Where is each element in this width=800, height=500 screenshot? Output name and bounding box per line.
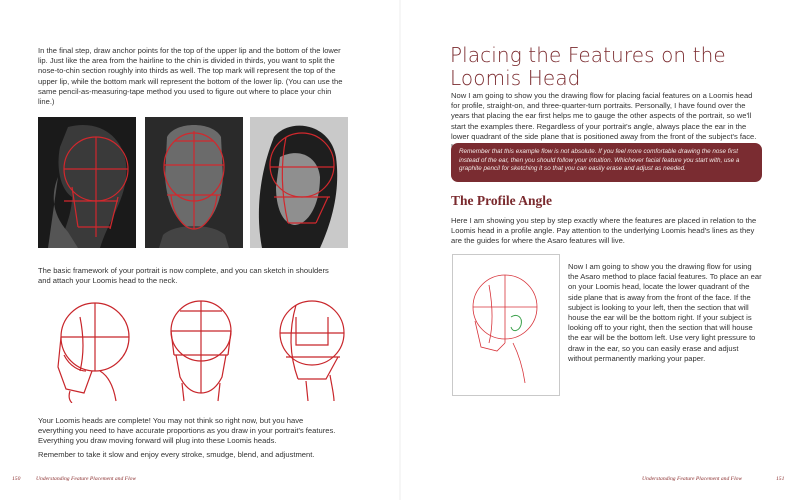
profile-ear-sketch bbox=[452, 254, 560, 396]
framework-paragraph: The basic framework of your portrait is now complete, and you can sketch in shoulders and attach your Loomis head to the neck. bbox=[38, 266, 329, 286]
ear-step-paragraph: Now I am going to show you the drawing flow for using the Asaro method to place facial features. To place an ear on your Loomis head, locate the lower quadrant of the side plane that is away from the front of the face. If the subject is looking to your left, then the section that will house the ear will be the bottom right. If your subject is looking off to your right, then the section that will house the ear will be the bottom left. Use very light pressure to draw in the ear, so you can easily erase and adjust without permanently marking your paper. bbox=[568, 262, 762, 363]
right-footer: Understanding Feature Placement and Flow bbox=[642, 476, 743, 482]
three-quarter-loomis-sketch bbox=[266, 297, 356, 408]
left-footer: Understanding Feature Placement and Flow bbox=[36, 476, 137, 482]
three-quarter-portrait-photo bbox=[250, 117, 348, 248]
complete-paragraph: Your Loomis heads are complete! You may not think so right now, but you have everything you need to have accurate proportions as you draw in your portrait's features. Everything you draw moving forward will plug into these Loomis heads. bbox=[38, 416, 336, 446]
chapter-title: Placing the Features on the Loomis Head bbox=[450, 43, 726, 90]
intro-paragraph: In the final step, draw anchor points for the top of the upper lip and the bottom of the lower lip. Just like the area from the hairline to the chin is divided in thirds, you want to split the nose-to-chin section roughly into thirds as well. The top mark will represent the top of the upper lip, while the bottom mark will represent the bottom of the lower lip. (You can use the same pencil-as-measuring-tape method you used to figure out where to place your chin line.) bbox=[38, 46, 343, 107]
section-heading: The Profile Angle bbox=[451, 193, 552, 208]
reminder-paragraph: Remember to take it slow and enjoy every stroke, smudge, blend, and adjustment. bbox=[38, 450, 315, 459]
straight-on-loomis-sketch bbox=[158, 297, 244, 408]
right-intro-paragraph: Now I am going to show you the drawing flow for placing facial features on a Loomis head for profile, straight-on, and three-quarter-turn portraits. Personally, I have found over the years that placing the ear first helps me to gauge the other aspects of the portrait, so we'll start the examples there. Regardless of your portrait's angle, always place the ear in the lower quadrant of the side plane that is positioned away from the front of the subject's face. bbox=[451, 91, 757, 141]
tip-callout: Remember that this example flow is not absolute. If you feel more comfortable drawing the nose first instead of the ear, then you should follow your intuition. Whichever facial feature you start with, use a graphite pencil for sketching it so that you can easily erase and adjust as needed. bbox=[451, 143, 762, 182]
profile-loomis-sketch bbox=[40, 297, 140, 408]
profile-portrait-photo bbox=[38, 117, 136, 248]
right-page-number: 151 bbox=[776, 476, 785, 482]
section-intro-paragraph: Here I am showing you step by step exactly where the features are placed in relation to the Loomis head in a profile angle. Pay attention to the underlying Loomis head's lines as they are the guides for where the Asaro features will live. bbox=[451, 216, 757, 246]
straight-on-portrait-photo bbox=[145, 117, 243, 248]
left-page-number: 150 bbox=[12, 476, 21, 482]
